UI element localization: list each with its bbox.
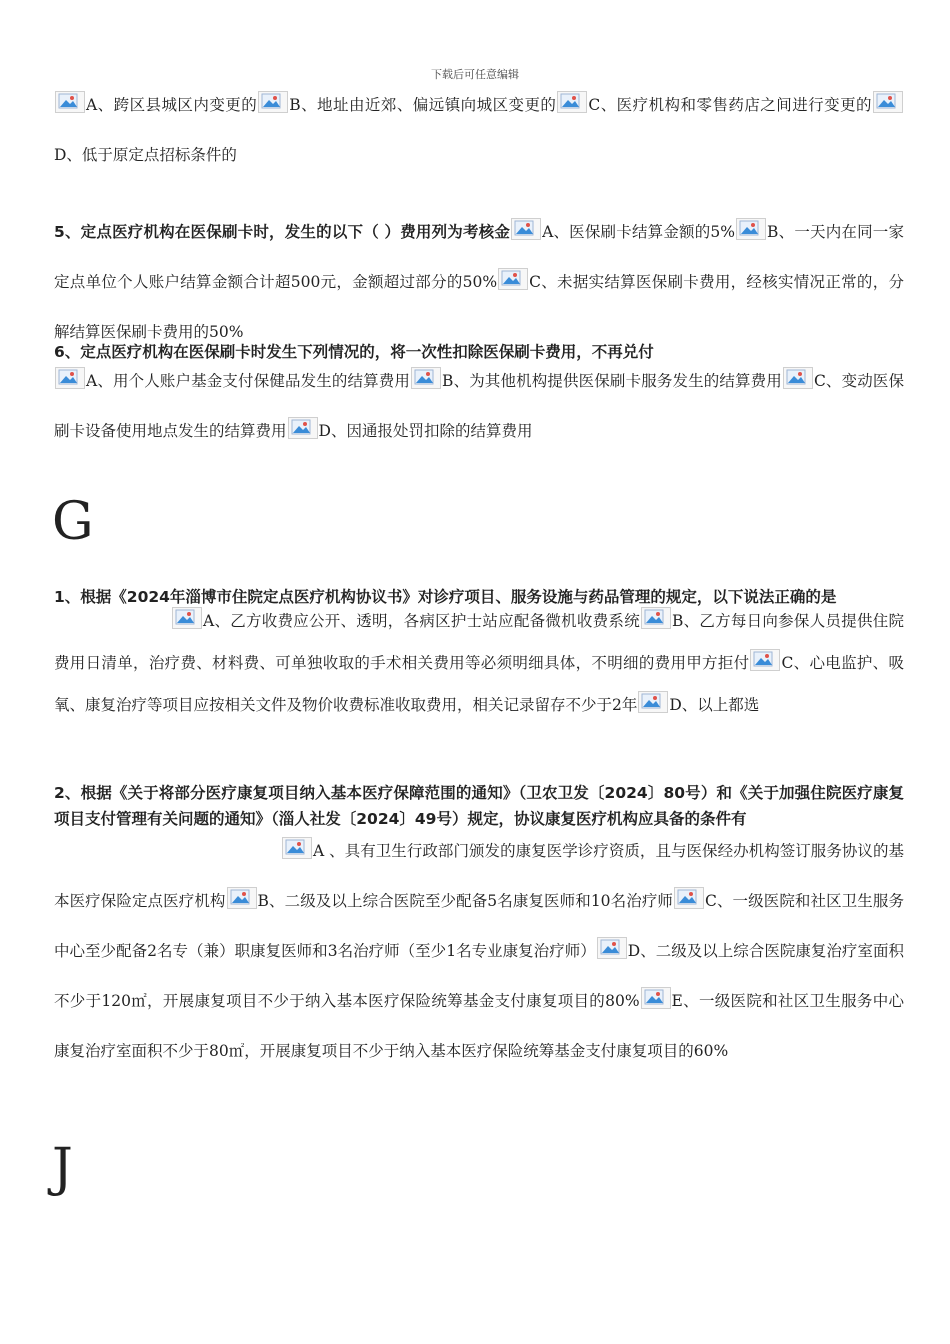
broken-image-icon <box>55 367 85 389</box>
broken-image-icon <box>641 987 671 1009</box>
option-d: D、二级及以上综合医院康复治疗室面积不少于120㎡，开展康复项目不少于纳入基本医疗保险统筹基金支付康复项目的80% <box>54 942 904 1010</box>
question-title: 5、定点医疗机构在医保刷卡时，发生的以下（ ）费用列为考核金 <box>54 223 511 241</box>
question-title: 2、根据《关于将部分医疗康复项目纳入基本医疗保障范围的通知》（卫农卫发〔2024〕80号）和《关于加强住院医疗康复项目支付管理有关问题的通知》（淄人社发〔2024〕49号）规定，协议康复医疗机构应具备的条件有 <box>54 784 904 828</box>
broken-image-icon <box>282 837 312 859</box>
option-a: A、跨区县城区内变更的 <box>86 96 258 114</box>
section-heading-g: G <box>52 492 94 552</box>
broken-image-icon <box>55 91 85 113</box>
option-c: C、未据实结算医保刷卡费用，经核实情况正常的，分解结算医保刷卡费用的50% <box>54 273 904 341</box>
option-b: B、为其他机构提供医保刷卡服务发生的结算费用 <box>442 372 782 390</box>
broken-image-icon <box>172 607 202 629</box>
broken-image-icon <box>227 887 257 909</box>
broken-image-icon <box>498 268 528 290</box>
option-c: C、一级医院和社区卫生服务中心至少配备2名专（兼）职康复医师和3名治疗师（至少1名专业康复治疗师） <box>54 892 904 960</box>
prev-question-options <box>54 80 904 180</box>
broken-image-icon <box>511 218 541 240</box>
page-header: 下载后可任意编辑 <box>431 68 519 81</box>
option-c: C、变动医保刷卡设备使用地点发生的结算费用 <box>54 372 904 440</box>
section-heading-j: J <box>52 1138 73 1198</box>
option-d: D、低于原定点招标条件的 <box>54 146 237 164</box>
broken-image-icon <box>641 607 671 629</box>
option-a: A、用个人账户基金支付保健品发生的结算费用 <box>86 372 411 390</box>
question-title: 1、根据《2024年淄博市住院定点医疗机构协议书》对诊疗项目、服务设施与药品管理的规定，以下说法正确的是 <box>54 588 837 606</box>
broken-image-icon <box>597 937 627 959</box>
question-g1-body <box>54 600 904 726</box>
question-g2-options <box>54 826 904 1076</box>
broken-image-icon <box>783 367 813 389</box>
broken-image-icon <box>736 218 766 240</box>
option-a: A、乙方收费应公开、透明，各病区护士站应配备微机收费系统 <box>203 612 640 630</box>
option-c: C、医疗机构和零售药店之间进行变更的 <box>588 96 872 114</box>
broken-image-icon <box>674 887 704 909</box>
option-b: B、二级及以上综合医院至少配备5名康复医师和10名治疗师 <box>257 892 674 910</box>
broken-image-icon <box>411 367 441 389</box>
option-c: C、心电监护、吸氧、康复治疗等项目应按相关文件及物价收费标准收取费用，相关记录留存不少于2年 <box>54 654 904 714</box>
option-b: B、乙方每日向参保人员提供住院费用日清单，治疗费、材料费、可单独收取的手术相关费用等必须明细具体，不明细的费用甲方拒付 <box>54 612 904 672</box>
broken-image-icon <box>638 691 668 713</box>
question-6-options <box>54 356 904 456</box>
question-g2 <box>54 780 904 832</box>
option-d: D、因通报处罚扣除的结算费用 <box>318 422 533 440</box>
broken-image-icon <box>288 417 318 439</box>
question-5 <box>54 207 904 357</box>
option-a: A 、具有卫生行政部门颁发的康复医学诊疗资质，且与医保经办机构签订服务协议的基本医疗保险定点医疗机构 <box>54 842 904 910</box>
option-e: E、一级医院和社区卫生服务中心康复治疗室面积不少于80㎡，开展康复项目不少于纳入基本医疗保险统筹基金支付康复项目的60% <box>54 992 904 1060</box>
option-a: A、医保刷卡结算金额的5% <box>542 223 736 241</box>
broken-image-icon <box>873 91 903 113</box>
question-6-title: 6、定点医疗机构在医保刷卡时发生下列情况的，将一次性扣除医保刷卡费用，不再兑付 <box>54 343 654 361</box>
broken-image-icon <box>258 91 288 113</box>
option-b: B、地址由近郊、偏远镇向城区变更的 <box>289 96 557 114</box>
option-b: B、一天内在同一家定点单位个人账户结算金额合计超500元，金额超过部分的50% <box>54 223 904 291</box>
broken-image-icon <box>750 649 780 671</box>
option-d: D、以上都选 <box>669 696 760 714</box>
broken-image-icon <box>557 91 587 113</box>
